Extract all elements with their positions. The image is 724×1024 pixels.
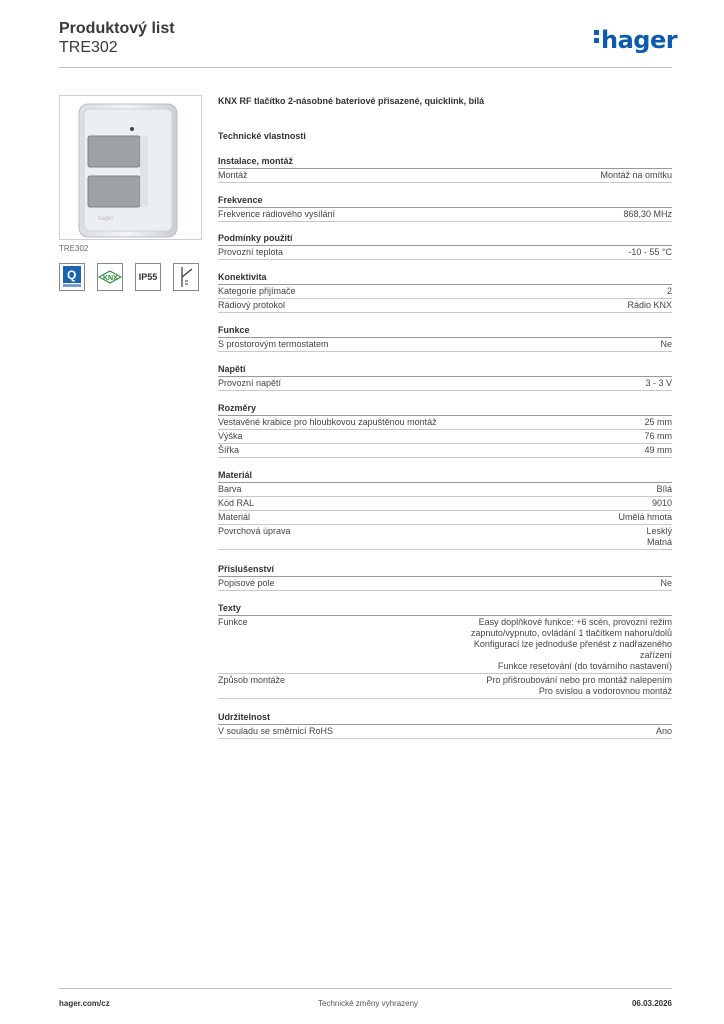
property-value: 49 mm — [644, 445, 672, 455]
property-row — [218, 246, 672, 260]
property-row — [218, 511, 672, 525]
property-row — [218, 616, 672, 674]
group-title: Materiál — [218, 470, 672, 483]
group-title: Funkce — [218, 325, 672, 338]
property-label: V souladu se směrnicí RoHS — [218, 726, 334, 736]
footer-disclaimer: Technické změny vyhrazeny — [318, 999, 419, 1008]
property-label: Kategorie přijímače — [218, 286, 296, 296]
property-row — [218, 444, 672, 458]
group-title: Podmínky použití — [218, 233, 672, 246]
product-code: TRE302 — [59, 39, 118, 56]
property-label: Provozní napětí — [218, 378, 282, 388]
quality-seal-icon — [59, 263, 85, 291]
property-row — [218, 416, 672, 430]
property-value: 2 — [666, 286, 672, 296]
property-group — [218, 325, 672, 352]
property-row — [218, 169, 672, 183]
group-title: Texty — [218, 603, 672, 616]
property-value: Ne — [660, 339, 672, 349]
property-label: Způsob montáže — [218, 675, 286, 685]
property-label: S prostorovým termostatem — [218, 339, 329, 349]
property-label: Vestavěné krabice pro hloubkovou zapuštěnou montáž — [218, 417, 437, 427]
property-row — [218, 525, 672, 550]
property-group — [218, 195, 672, 222]
group-title: Příslušenství — [218, 564, 672, 577]
property-value: 3 - 3 V — [645, 378, 672, 388]
property-value: -10 - 55 °C — [628, 247, 672, 257]
product-image — [59, 95, 202, 240]
property-group — [218, 470, 672, 550]
property-value: Bílá — [656, 484, 672, 494]
property-value: Lesklý Matná — [646, 526, 672, 547]
property-row — [218, 497, 672, 511]
product-description: KNX RF tlačítko 2-násobné bateriové přisazené, quicklink, bílá — [218, 96, 485, 106]
mounting-symbol-icon — [173, 263, 199, 291]
property-row — [218, 338, 672, 352]
property-label: Funkce — [218, 617, 248, 627]
svg-text:Q: Q — [67, 268, 77, 282]
property-label: Rádiový protokol — [218, 300, 286, 310]
page-title: Produktový list — [59, 20, 175, 37]
property-value: 9010 — [651, 498, 672, 508]
property-label: Provozní teplota — [218, 247, 284, 257]
property-group — [218, 403, 672, 458]
property-row — [218, 377, 672, 391]
property-row — [218, 299, 672, 313]
property-value: 25 mm — [644, 417, 672, 427]
property-label: Materiál — [218, 512, 251, 522]
knx-icon — [97, 263, 123, 291]
svg-text:hager: hager — [98, 216, 114, 222]
section-title: Technické vlastnosti — [218, 131, 306, 141]
group-title: Konektivita — [218, 272, 672, 285]
switch-illustration-icon — [60, 96, 201, 239]
header-rule — [59, 67, 672, 68]
logo-text: hager — [601, 26, 678, 54]
group-title: Napětí — [218, 364, 672, 377]
image-caption: TRE302 — [59, 244, 89, 253]
group-title: Frekvence — [218, 195, 672, 208]
property-group — [218, 364, 672, 391]
property-group — [218, 603, 672, 699]
property-group — [218, 272, 672, 313]
group-title: Udržitelnost — [218, 712, 672, 725]
property-value: Ano — [655, 726, 672, 736]
property-row — [218, 674, 672, 699]
group-title: Rozměry — [218, 403, 672, 416]
property-row — [218, 285, 672, 299]
property-group — [218, 712, 672, 739]
property-label: Frekvence rádiového vysílání — [218, 209, 336, 219]
property-row — [218, 430, 672, 444]
property-label: Výška — [218, 431, 243, 441]
property-value: Umělá hmota — [618, 512, 672, 522]
property-group — [218, 233, 672, 260]
property-label: Kód RAL — [218, 498, 255, 508]
property-row — [218, 208, 672, 222]
property-value: Rádio KNX — [627, 300, 672, 310]
footer-date: 06.03.2026 — [631, 999, 672, 1008]
hager-logo — [594, 26, 677, 54]
ip55-badge: IP55 — [135, 263, 161, 291]
property-label: Barva — [218, 484, 242, 494]
group-title: Instalace, montáž — [218, 156, 672, 169]
property-value: 76 mm — [644, 431, 672, 441]
property-value: Montáž na omítku — [600, 170, 672, 180]
footer-rule — [59, 988, 672, 989]
property-row — [218, 725, 672, 739]
property-row — [218, 577, 672, 591]
property-label: Montáž — [218, 170, 248, 180]
property-group — [218, 156, 672, 183]
property-row — [218, 483, 672, 497]
property-label: Popisové pole — [218, 578, 275, 588]
property-value: Pro přišroubování nebo pro montáž nalepením Pro svislou a vodorovnou montáž — [486, 675, 672, 696]
property-value: Ne — [660, 578, 672, 588]
property-label: Povrchová úprava — [218, 526, 291, 536]
footer-website-link[interactable]: hager.com/cz — [59, 999, 110, 1008]
property-value: 868,30 MHz — [623, 209, 672, 219]
svg-text:KNX: KNX — [103, 275, 118, 282]
property-label: Šířka — [218, 445, 240, 455]
logo-dots-icon — [594, 27, 600, 46]
property-value: Easy doplňkové funkce: +6 scén, provozní režim zapnuto/vypnuto, ovládání 1 tlačítkem nahoru/dolů Konfigurací lze jednoduše přenést z nadřazeného zařízení Funkce resetování (do továrního nastavení) — [470, 617, 672, 671]
property-group — [218, 564, 672, 591]
